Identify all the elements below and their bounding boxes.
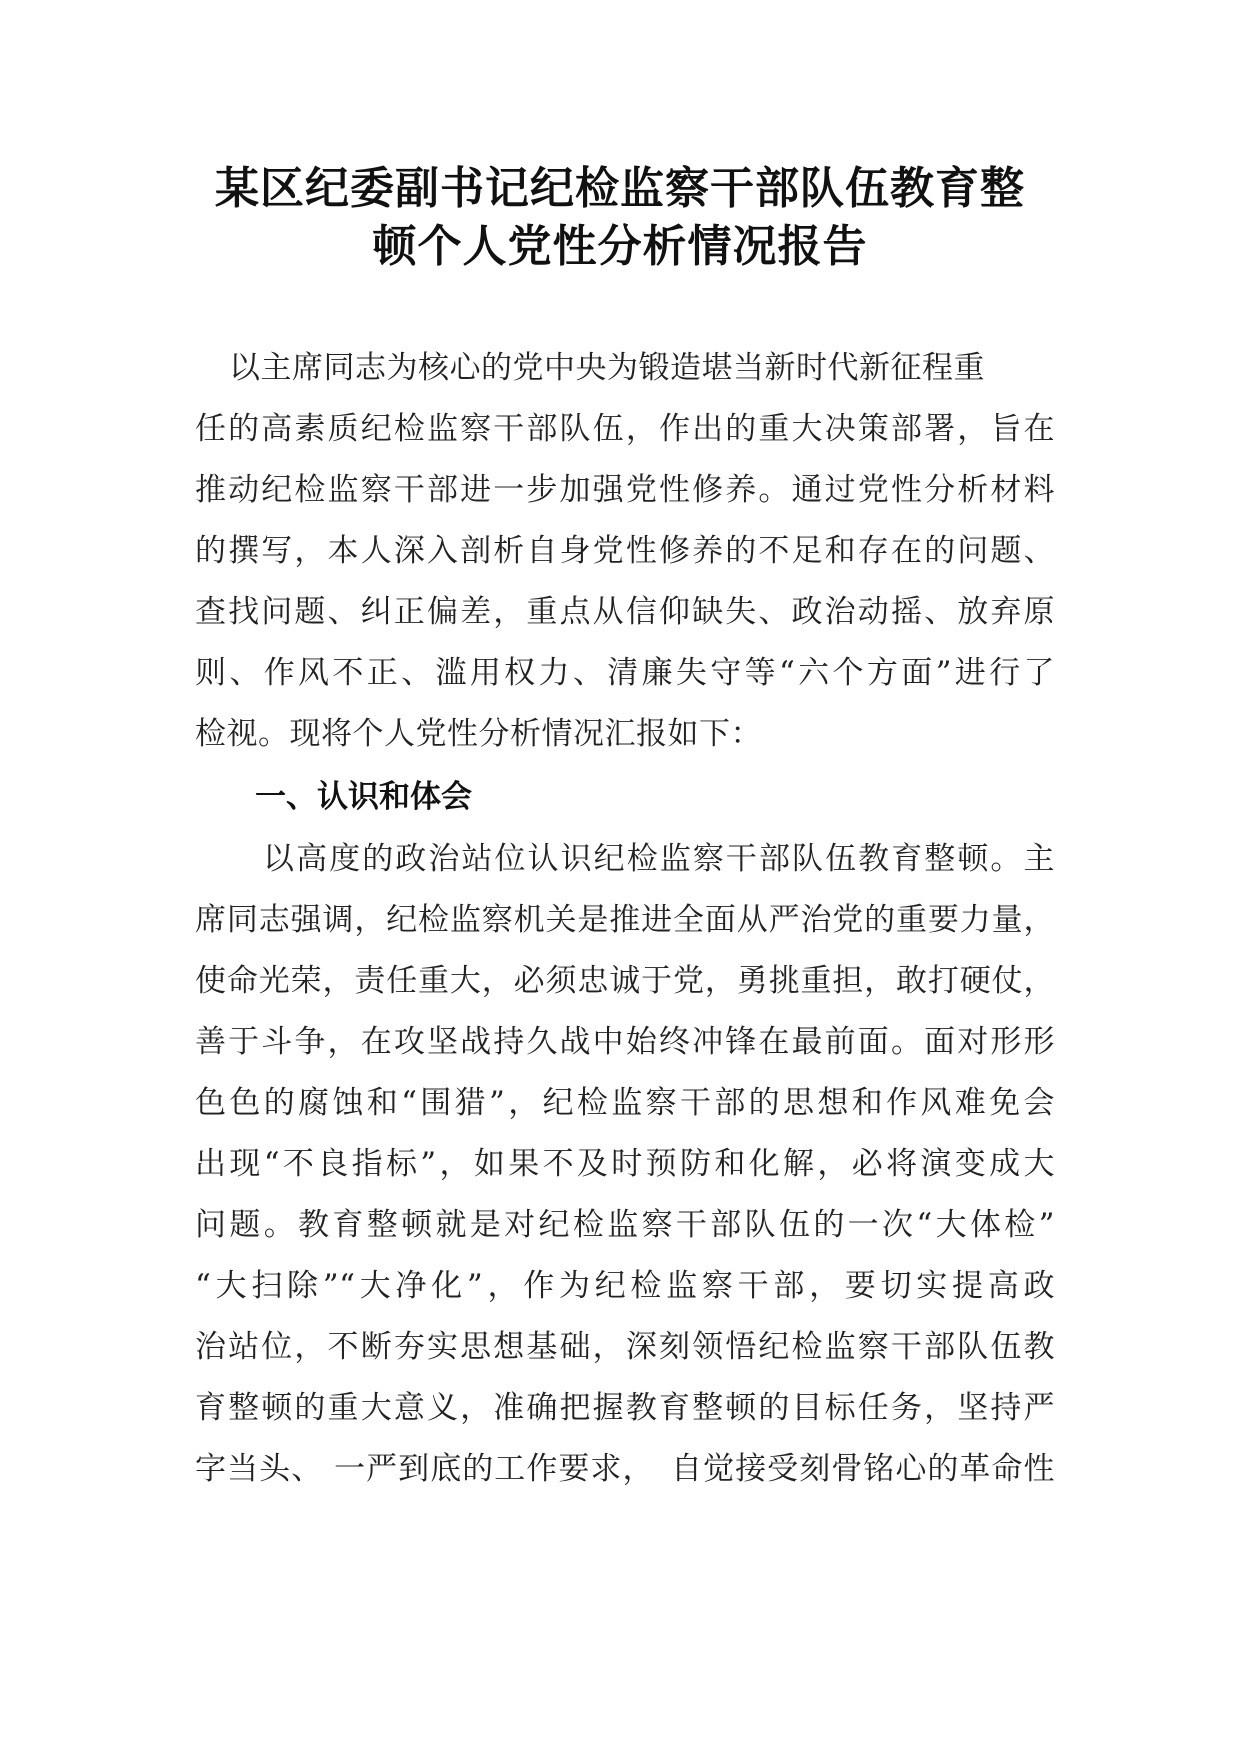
paragraph-line: 以主席同志为核心的党中央为锻造堪当新时代新征程重 <box>229 350 985 386</box>
document-body <box>195 338 1055 1500</box>
title-line-1: 某区纪委副书记纪检监察干部队伍教育整 <box>215 163 1025 214</box>
document-title <box>180 160 1060 276</box>
intro-paragraph <box>195 338 1055 765</box>
paragraph-line: 问题。教育整顿就是对纪检监察干部队伍的一次“大体检” <box>195 1207 1055 1243</box>
paragraph-line: 任的高素质纪检监察干部队伍，作出的重大决策部署，旨在 <box>195 411 1055 447</box>
paragraph-line: 出现“不良指标”，如果不及时预防和化解，必将演变成大 <box>195 1146 1055 1182</box>
paragraph-line: 席同志强调，纪检监察机关是推进全面从严治党的重要力量， <box>195 902 1055 938</box>
paragraph-line: 育整顿的重大意义，准确把握教育整顿的目标任务，坚持严 <box>195 1390 1055 1426</box>
paragraph-line: 治站位，不断夯实思想基础，深刻领悟纪检监察干部队伍教 <box>195 1329 1055 1365</box>
paragraph-line: 使命光荣，责任重大，必须忠诚于党，勇挑重担，敢打硬仗， <box>195 963 1055 999</box>
paragraph-line: 字当头、 一严到底的工作要求， 自觉接受刻骨铭心的革命性 <box>195 1451 1055 1487</box>
paragraph-line: 查找问题、纠正偏差，重点从信仰缺失、政治动摇、放弃原 <box>195 594 1055 630</box>
section-paragraph <box>195 829 1055 1500</box>
paragraph-line: 检视。现将个人党性分析情况汇报如下： <box>195 716 762 752</box>
paragraph-line: 色色的腐蚀和“围猎”，纪检监察干部的思想和作风难免会 <box>195 1085 1055 1121</box>
paragraph-line: 则、作风不正、滥用权力、清廉失守等“六个方面”进行了 <box>195 655 1055 691</box>
paragraph-line: 的撰写，本人深入剖析自身党性修养的不足和存在的问题、 <box>195 533 1055 569</box>
section-heading: 一、认识和体会 <box>255 779 472 815</box>
paragraph-line: “大扫除”“大净化”，作为纪检监察干部，要切实提高政 <box>195 1268 1055 1304</box>
paragraph-line: 以高度的政治站位认识纪检监察干部队伍教育整顿。主 <box>263 841 1055 877</box>
paragraph-line: 推动纪检监察干部进一步加强党性修养。通过党性分析材料 <box>195 472 1055 508</box>
title-line-2: 顿个人党性分析情况报告 <box>372 221 868 272</box>
paragraph-line: 善于斗争，在攻坚战持久战中始终冲锋在最前面。面对形形 <box>195 1024 1055 1060</box>
